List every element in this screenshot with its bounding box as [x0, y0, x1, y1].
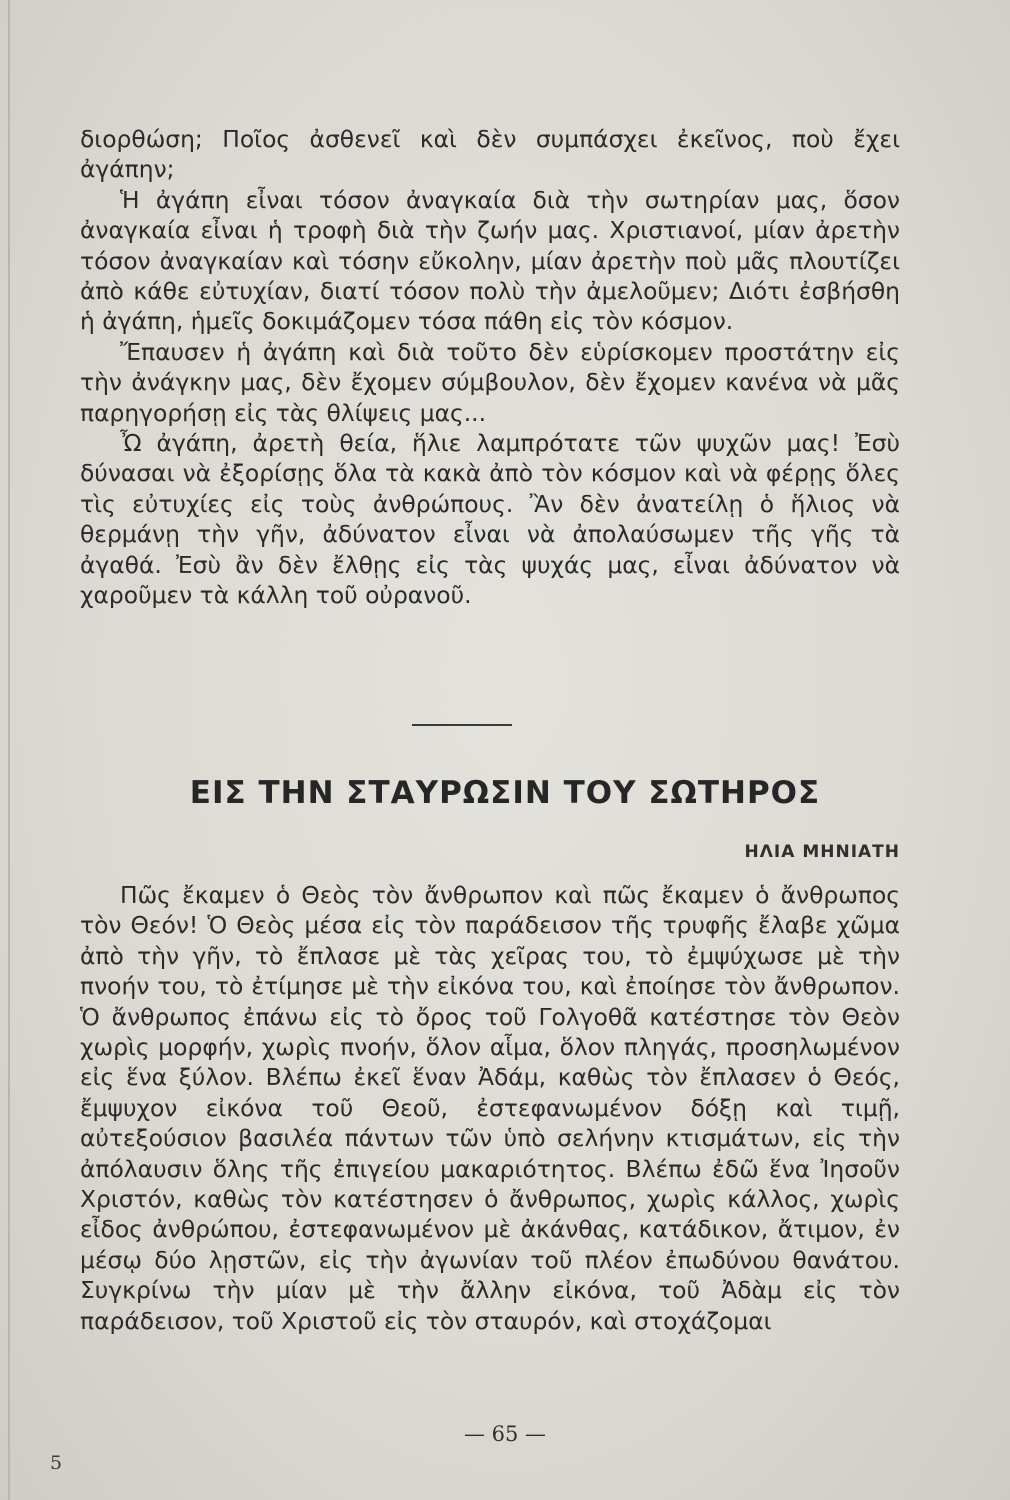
section-divider [412, 724, 512, 726]
page-gutter-edge [8, 0, 10, 1500]
page-number: — 65 — [463, 1422, 547, 1446]
text-section-love [80, 124, 900, 611]
paragraph: Ἡ ἀγάπη εἶναι τόσον ἀναγκαία διὰ τὴν σωτηρίαν μας, ὅσον ἀναγκαία εἶναι ἡ τροφὴ διὰ τὴν ζωήν μας. Χριστιανοί, μίαν ἀρετὴν τόσον ἀναγκαίαν καὶ τόσην εὔκολην, μίαν ἀρετὴν ποὺ μᾶς πλουτίζει ἀπὸ κάθε εὐτυχίαν, διατί τόσον πολὺ τὴν ἀμελοῦμεν; Διότι ἐσβήσθη ἡ ἀγάπη, ἡμεῖς δοκιμάζομεν τόσα πάθη εἰς τὸν κόσμον. [80, 185, 900, 336]
paragraph: Ἔπαυσεν ἡ ἀγάπη καὶ διὰ τοῦτο δὲν εὑρίσκομεν προστάτην εἰς τὴν ἀνάγκην μας, δὲν ἔχομεν σύμβουλον, δὲν ἔχομεν κανένα νὰ μᾶς παρηγορήσῃ εἰς τὰς θλίψεις μας... [80, 337, 900, 427]
paragraph: διορθώση; Ποῖος ἀσθενεῖ καὶ δὲν συμπάσχει ἐκεῖνος, ποὺ ἔχει ἀγάπην; [80, 125, 900, 184]
chapter-title: ΕΙΣ ΤΗΝ ΣΤΑΥΡΩΣΙΝ ΤΟΥ ΣΩΤΗΡΟΣ [189, 775, 821, 811]
paragraph: Πῶς ἔκαμεν ὁ Θεὸς τὸν ἄνθρωπον καὶ πῶς ἔκαμεν ὁ ἄνθρωπος τὸν Θεόν! Ὁ Θεὸς μέσα εἰς τὸν παράδεισον τῆς τρυφῆς ἔλαβε χῶμα ἀπὸ τὴν γῆν, τὸ ἔπλασε μὲ τὰς χεῖρας του, τὸ ἐμψύχωσε μὲ τὴν πνοήν του, τὸ ἐτίμησε μὲ τὴν εἰκόνα του, καὶ ἐποίησε τὸν ἄνθρωπον. Ὁ ἄνθρωπος ἐπάνω εἰς τὸ ὄρος τοῦ Γολγοθᾶ κατέστησε τὸν Θεὸν χωρὶς μορφήν, χωρὶς πνοήν, ὅλον αἷμα, ὅλον πληγάς, προσηλωμένον εἰς ἕνα ξύλον. Βλέπω ἐκεῖ ἕναν Ἀδάμ, καθὼς τὸν ἔπλασεν ὁ Θεός, ἔμψυχον εἰκόνα τοῦ Θεοῦ, ἐστεφανωμένον δόξῃ καὶ τιμῇ, αὐτεξούσιον βασιλέα πάντων τῶν ὑπὸ σελήνην κτισμάτων, εἰς τὴν ἀπόλαυσιν ὅλης τῆς ἐπιγείου μακαριότητος. Βλέπω ἐδῶ ἕνα Ἰησοῦν Χριστόν, καθὼς τὸν κατέστησεν ὁ ἄνθρωπος, χωρὶς κάλλος, χωρὶς εἶδος ἀνθρώπου, ἐστεφανωμένον μὲ ἀκάνθας, κατάδικον, ἄτιμον, ἐν μέσῳ δύο λῃστῶν, εἰς τὴν ἀγωνίαν τοῦ πλέον ἐπωδύνου θανάτου. Συγκρίνω τὴν μίαν μὲ τὴν ἄλλην εἰκόνα, τοῦ Ἀδὰμ εἰς τὸν παράδεισον, τοῦ Χριστοῦ εἰς τὸν σταυρόν, καὶ στοχάζομαι [80, 881, 900, 1335]
chapter-author: ΗΛΙΑ ΜΗΝΙΑΤΗ [744, 842, 900, 862]
printer-signature-mark: 5 [50, 1452, 63, 1474]
text-section-crucifixion [80, 880, 900, 1336]
paragraph: Ὦ ἀγάπη, ἀρετὴ θεία, ἥλιε λαμπρότατε τῶν ψυχῶν μας! Ἐσὺ δύνασαι νὰ ἐξορίσῃς ὅλα τὰ κακὰ ἀπὸ τὸν κόσμον καὶ νὰ φέρῃς ὅλες τὶς εὐτυχίες εἰς τοὺς ἀνθρώπους. Ἂν δὲν ἀνατείλῃ ὁ ἥλιος νὰ θερμάνῃ τὴν γῆν, ἀδύνατον εἶναι νὰ ἀπολαύσωμεν τῆς γῆς τὰ ἀγαθά. Ἐσὺ ἂν δὲν ἔλθῃς εἰς τὰς ψυχάς μας, εἶναι ἀδύνατον νὰ χαροῦμεν τὰ κάλλη τοῦ οὐρανοῦ. [80, 429, 900, 610]
